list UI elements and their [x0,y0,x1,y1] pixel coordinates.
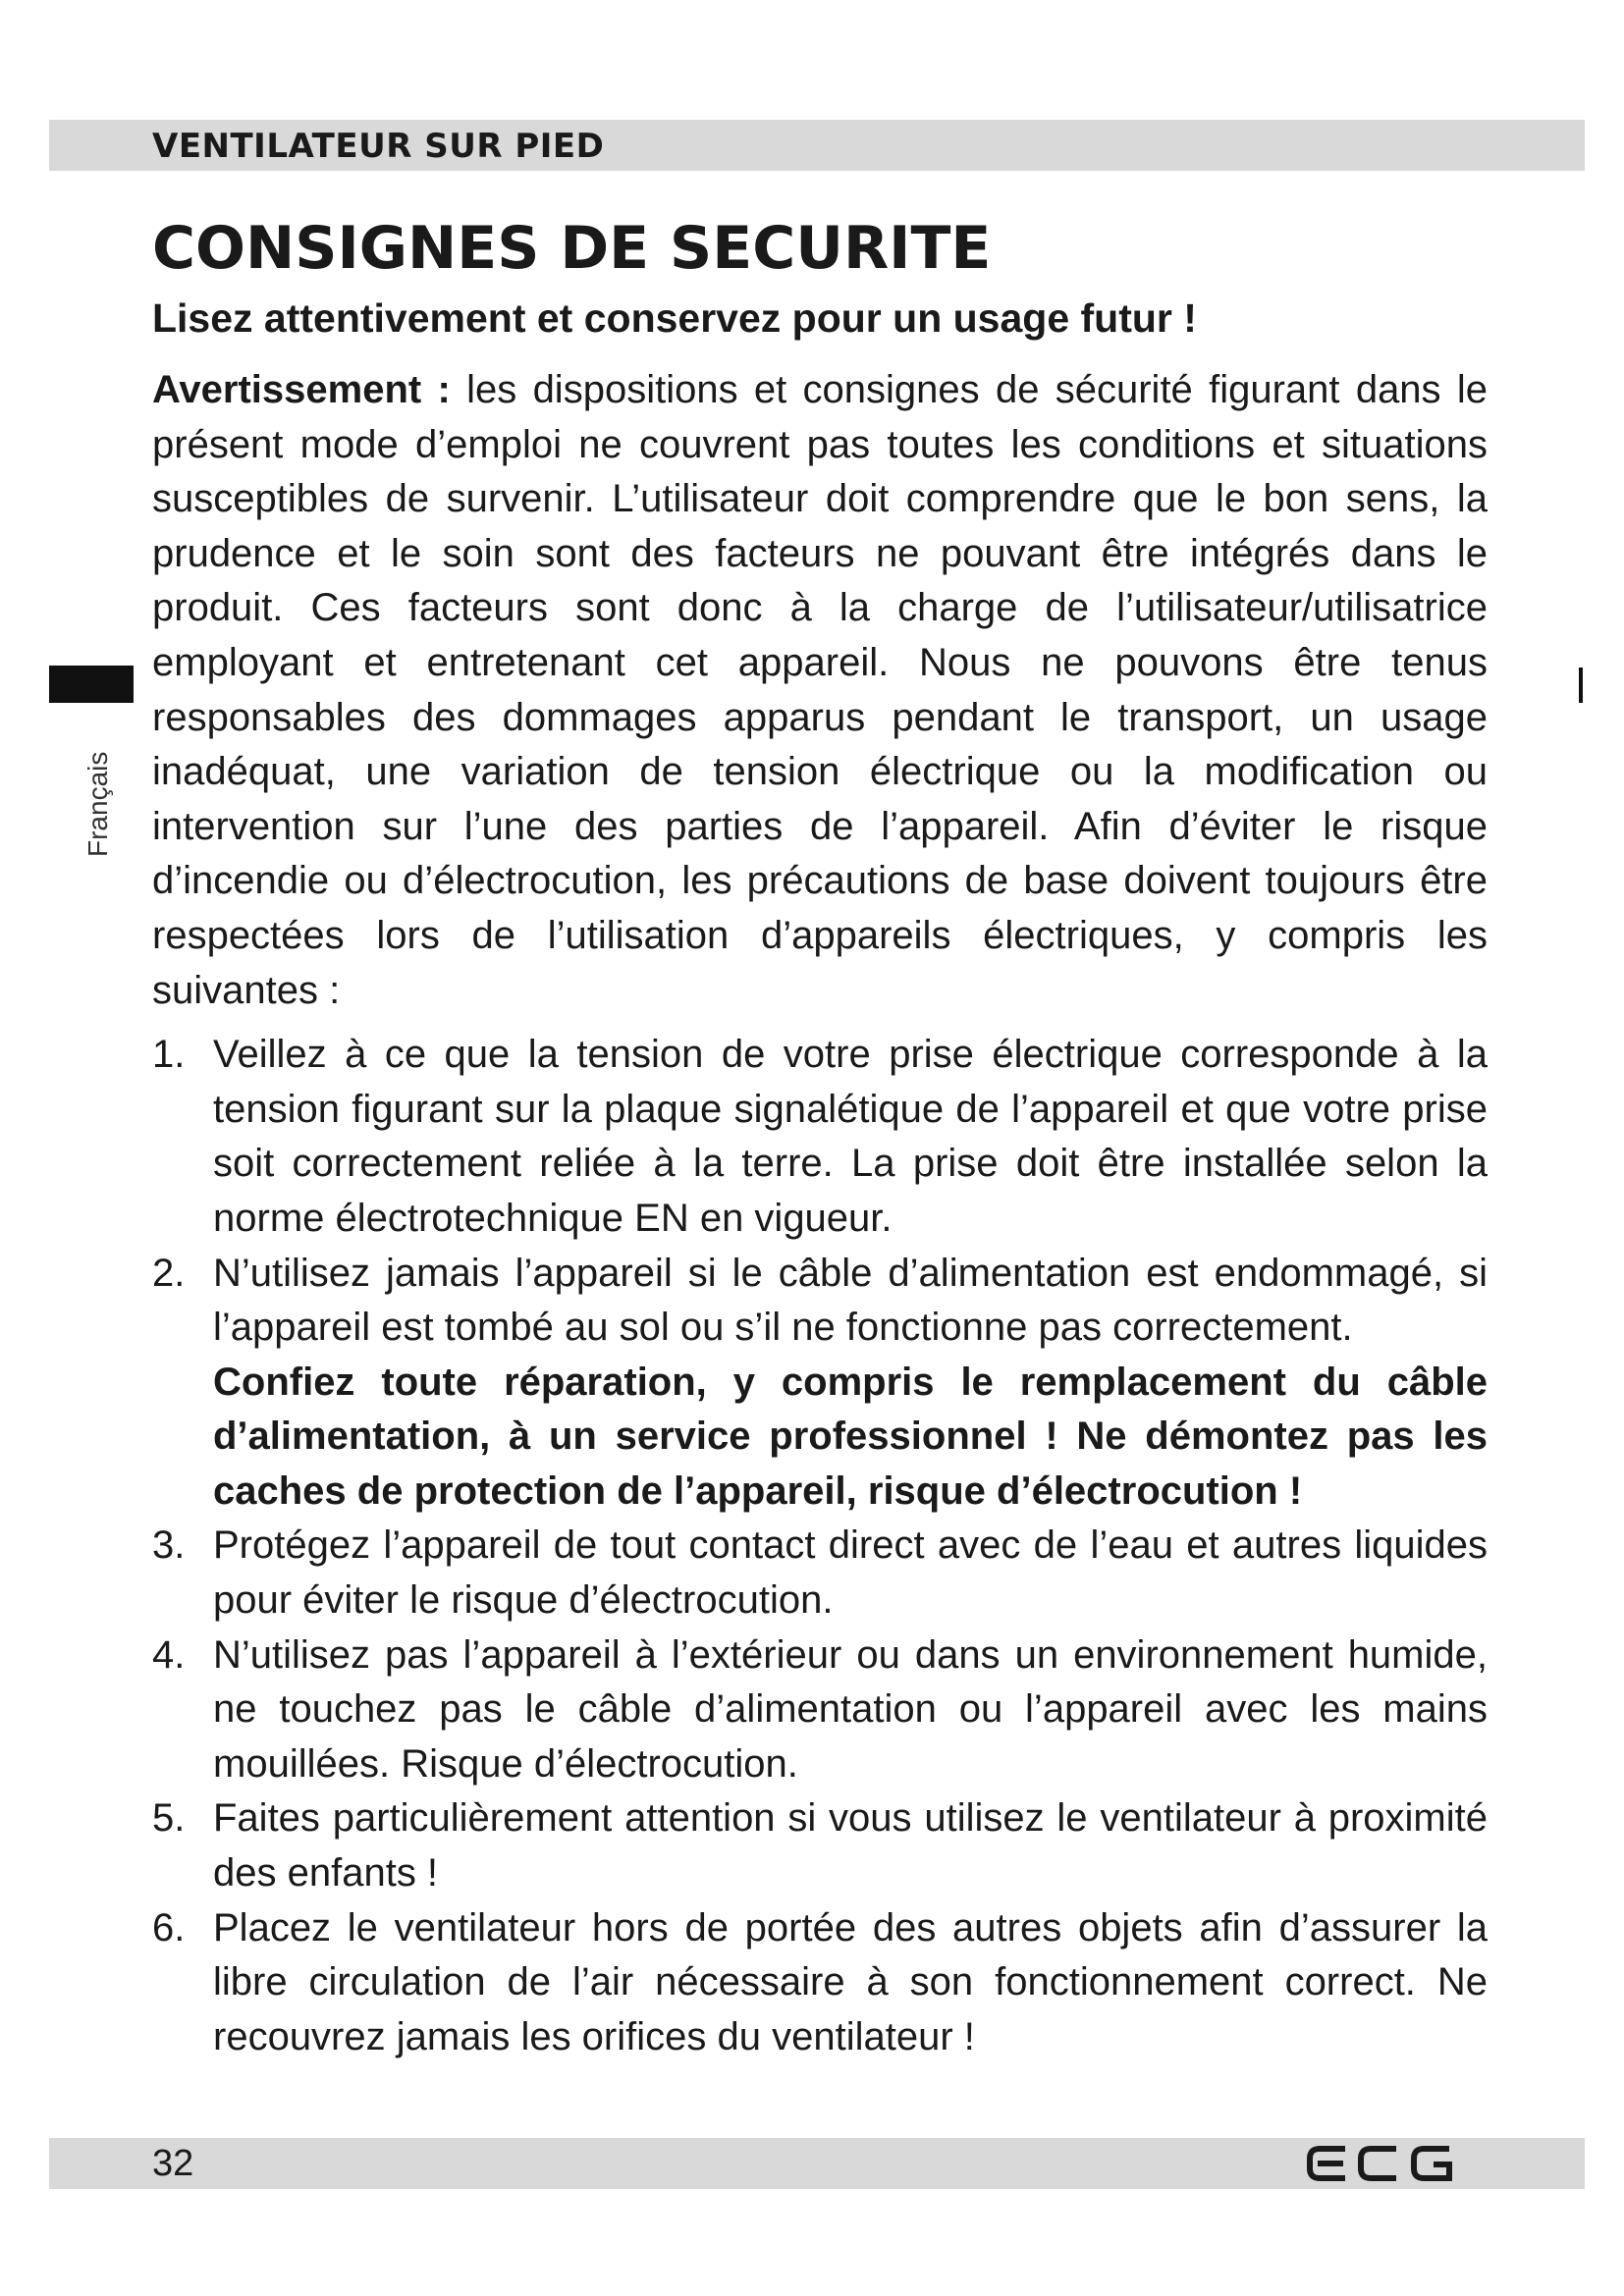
warning-paragraph [152,363,1488,1018]
right-margin-mark [1579,667,1583,703]
page-content [152,208,1488,2064]
list-item-text: Faites particulièrement attention si vous utilisez le ventilateur à proximité des enfants ! [213,1796,1488,1896]
list-item [152,1247,1488,1520]
header-title: VENTILATEUR SUR PIED [152,127,605,166]
language-label: Français [82,751,113,857]
list-item-text: N’utilisez jamais l’appareil si le câble d’alimentation est endommagé, si l’appareil est tombé au sol ou s’il ne fonctionne pas correctement. [213,1251,1488,1350]
list-item-number: 5. [152,1796,186,1841]
page-number: 32 [152,2143,194,2184]
list-item [152,1629,1488,1792]
list-item-number: 1. [152,1033,186,1077]
warning-label: Avertissement : [152,368,451,411]
language-tab-marker [49,666,134,703]
safety-list [152,1028,1488,2064]
list-item [152,1028,1488,1246]
list-item-text: Protégez l’appareil de tout contact direct avec de l’eau et autres liquides pour éviter le risque d’électrocution. [213,1523,1488,1623]
list-item-text: Placez le ventilateur hors de portée des autres objets afin d’assurer la libre circulation de l’air nécessaire à son fonctionnement correct. Ne recouvrez jamais les orifices du ventilateur ! [213,1905,1488,2058]
list-item-bold-warning: Confiez toute réparation, y compris le remplacement du câble d’alimentation, à un service professionnel ! Ne démontez pas les caches de protection de l’appareil, risque d’électrocution ! [213,1360,1488,1513]
warning-text: les dispositions et consignes de sécurité figurant dans le présent mode d’emploi ne couvrent pas toutes les conditions et situations susceptibles de survenir. L’utilisateur doit comprendre que le bon sens, la prudence et le soin sont des facteurs ne pouvant être intégrés dans le produit. Ces facteurs sont donc à la charge de l’utilisateur/utilisatrice employant et entretenant cet appareil. Nous ne pouvons être tenus responsables des dommages apparus pendant le transport, un usage inadéquat, une variation de tension électrique ou la modification ou intervention sur l’une des parties de l’appareil. Afin d’éviter le risque d’incendie ou d’électrocution, les précautions de base doivent toujours être respectées lors de l’utilisation d’appareils électriques, y compris les suivantes : [152,368,1488,1012]
list-item-number: 4. [152,1632,186,1677]
list-item-number: 3. [152,1523,186,1568]
subtitle: Lisez attentivement et conservez pour un usage futur ! [152,295,1197,341]
list-item [152,1901,1488,2065]
list-item [152,1519,1488,1628]
list-item-number: 6. [152,1905,186,1949]
list-item-text: Veillez à ce que la tension de votre prise électrique corresponde à la tension figurant sur la plaque signalétique de l’appareil et que votre prise soit correctement reliée à la terre. La prise doit être installée selon la norme électrotechnique EN en vigueur. [213,1033,1488,1240]
list-item [152,1791,1488,1900]
list-item-number: 2. [152,1251,186,1295]
ecg-logo [1306,2145,1463,2182]
list-item-text: N’utilisez pas l’appareil à l’extérieur ou dans un environnement humide, ne touchez pas le câble d’alimentation ou l’appareil avec les mains mouillées. Risque d’électrocution. [213,1632,1488,1786]
page-title: CONSIGNES DE SECURITE [152,214,992,283]
